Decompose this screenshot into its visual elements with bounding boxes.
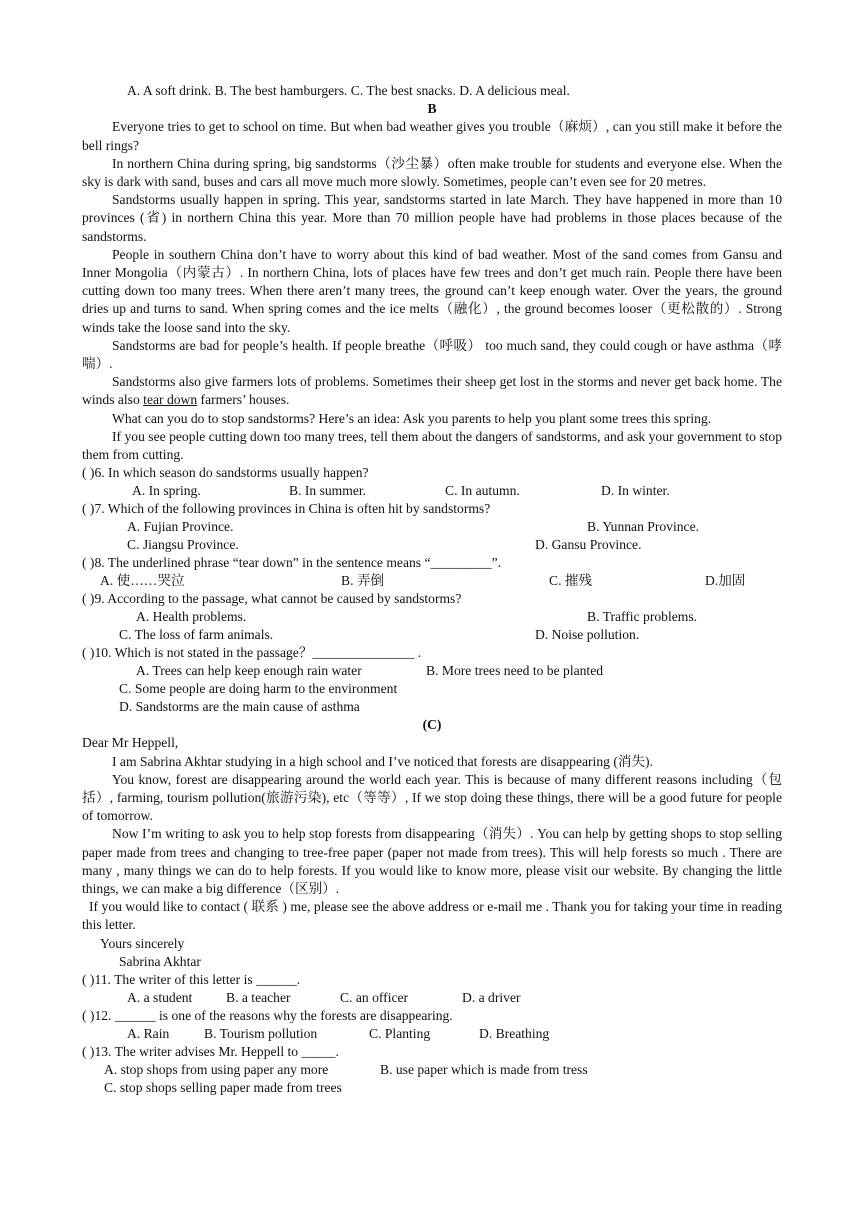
question-8 (82, 554, 782, 572)
question-9-stem: ( )9. According to the passage, what cannot be caused by sandstorms? (82, 591, 462, 607)
q10-option-d: D. Sandstorms are the main cause of asthma (119, 699, 360, 715)
question-7-stem: ( )7. Which of the following provinces in China is often hit by sandstorms? (82, 501, 491, 517)
worksheet-page (82, 82, 786, 1097)
q6-option-d: D. In winter. (601, 483, 670, 499)
question-13-options-row-2 (82, 1079, 782, 1097)
p6-post-text: farmers’ houses. (197, 392, 290, 408)
question-9-options-row-2 (82, 626, 782, 644)
passage-b-paragraph-5: Sandstorms are bad for people’s health. If people breathe（呼吸） too much sand, they could cough or have asthma（哮喘）. (82, 337, 782, 372)
q10-option-a: A. Trees can help keep enough rain water (136, 663, 362, 679)
letter-paragraph-4: If you would like to contact ( 联系 ) me, please see the above address or e-mail me . Thank you for taking your time in reading this letter. (82, 899, 786, 933)
letter-signature (82, 953, 782, 971)
question-10-option-c-row (82, 680, 782, 698)
q8-option-b: B. 弄倒 (341, 573, 385, 589)
q7-option-b: B. Yunnan Province. (587, 519, 700, 535)
question-8-stem: ( )8. The underlined phrase “tear down” in the sentence means “_________”. (82, 555, 502, 571)
question-13 (82, 1043, 782, 1061)
q7-option-a: A. Fujian Province. (127, 519, 234, 535)
q11-option-b: B. a teacher (226, 990, 291, 1006)
letter-closing (82, 935, 782, 953)
letter-paragraph-3: Now I’m writing to ask you to help stop forests from disappearing（消失）. You can help by getting shops to stop selling paper made from trees and changing to tree-free paper (paper not made from trees). This will help forests so much . There are many , many things we can do to help forests. If you would like to know more, please visit our website. By changing the little things, we can make a big difference（区别）. (82, 826, 782, 897)
q13-option-c: C. stop shops selling paper made from trees (104, 1080, 342, 1096)
q6-option-c: C. In autumn. (445, 483, 520, 499)
letter-paragraph-2: You know, forest are disappearing around the world each year. This is because of many different reasons including（包括）, farming, tourism pollution(旅游污染), etc（等等）, If we stop doing these things, there will be a good future for people of tomorrow. (82, 771, 782, 824)
letter-paragraph-1: I am Sabrina Akhtar studying in a high school and I’ve noticed that forests are disappearing (消失). (112, 753, 653, 769)
q13-option-b: B. use paper which is made from tress (380, 1062, 588, 1078)
passage-b-paragraph-3: Sandstorms usually happen in spring. This year, sandstorms started in late March. They have happened in more than 10 provinces (省) in northern China this year. More than 70 million people have had problems in those places because of the sandstorms. (82, 192, 782, 244)
q11-option-a: A. a student (127, 990, 193, 1006)
passage-b-paragraph-7: What can you do to stop sandstorms? Here’s an idea: Ask you parents to help you plant some trees this spring. (112, 410, 712, 426)
question-11-stem: ( )11. The writer of this letter is ______. (82, 972, 301, 988)
question-7 (82, 500, 782, 518)
question-6-stem: ( )6. In which season do sandstorms usually happen? (82, 465, 369, 481)
q9-option-c: C. The loss of farm animals. (119, 627, 274, 643)
q7-option-c: C. Jiangsu Province. (127, 537, 239, 553)
section-c-title: (C) (422, 717, 442, 733)
q11-option-c: C. an officer (340, 990, 409, 1006)
question-9 (82, 590, 782, 608)
question-10 (82, 644, 782, 662)
question-6-options (82, 482, 782, 500)
q10-option-c: C. Some people are doing harm to the environment (119, 681, 398, 697)
q13-option-a: A. stop shops from using paper any more (104, 1062, 329, 1078)
question-11 (82, 971, 782, 989)
signature-text: Sabrina Akhtar (119, 953, 201, 969)
question-10-option-d-row (82, 698, 782, 716)
closing-text: Yours sincerely (100, 935, 185, 951)
section-b-title: B (427, 101, 437, 117)
underlined-phrase: tear down (143, 392, 198, 408)
passage-b-paragraph-6 (82, 373, 782, 409)
question-10-options-row-1 (82, 662, 782, 680)
q9-option-b: B. Traffic problems. (587, 609, 698, 625)
q12-option-c: C. Planting (369, 1026, 431, 1042)
question-13-stem: ( )13. The writer advises Mr. Heppell to _____. (82, 1044, 339, 1060)
question-8-options (82, 572, 782, 590)
q7-option-d: D. Gansu Province. (535, 537, 642, 553)
question-13-options-row-1 (82, 1061, 782, 1079)
question-12 (82, 1007, 782, 1025)
question-10-stem: ( )10. Which is not stated in the passage？_______________ . (82, 645, 422, 661)
passage-b-paragraph-8: If you see people cutting down too many trees, tell them about the dangers of sandstorms, and ask your government to stop them from cutting. (82, 428, 782, 463)
question-7-options-row-1 (82, 518, 782, 536)
q6-option-a: A. In spring. (132, 483, 201, 499)
q11-option-d: D. a driver (462, 990, 521, 1006)
q6-option-b: B. In summer. (289, 483, 367, 499)
q12-option-d: D. Breathing (479, 1026, 550, 1042)
previous-question-options (82, 82, 782, 100)
letter-salutation: Dear Mr Heppell, (82, 735, 179, 751)
passage-b-paragraph-4: People in southern China don’t have to worry about this kind of bad weather. Most of the sand comes from Gansu and Inner Mongolia（内蒙古）. In northern China, lots of places have few trees and don’t get much rain. People there have been cutting down too many trees. When there aren’t many trees, the ground can’t keep enough water. Over the years, the ground dries up and turns to sand. When spring comes and the ice melts（融化）, the ground becomes looser（更松散的）. Strong winds take the loose sand into the sky. (82, 246, 782, 335)
question-12-options (82, 1025, 782, 1043)
passage-b-paragraph-2: In northern China during spring, big sandstorms（沙尘暴）often make trouble for students and everyone else. When the sky is dark with sand, buses and cars all move much more slowly. Sometimes, people can’t even see for 20 metres. (82, 155, 782, 189)
q8-option-c: C. 摧残 (549, 573, 593, 589)
question-12-stem: ( )12. ______ is one of the reasons why the forests are disappearing. (82, 1008, 453, 1024)
passage-b-paragraph-1: Everyone tries to get to school on time. But when bad weather gives you trouble（麻烦）, can you still make it before the bell rings? (82, 119, 782, 153)
q12-option-a: A. Rain (127, 1026, 170, 1042)
q10-option-b: B. More trees need to be planted (426, 663, 604, 679)
question-7-options-row-2 (82, 536, 782, 554)
question-6 (82, 464, 782, 482)
question-9-options-row-1 (82, 608, 782, 626)
q12-option-b: B. Tourism pollution (204, 1026, 318, 1042)
q9-option-a: A. Health problems. (136, 609, 247, 625)
q8-option-a: A. 使……哭泣 (100, 573, 185, 589)
q8-option-d: D.加固 (705, 573, 746, 589)
p6-pre-text: Sandstorms also give farmers lots of problems. Sometimes their sheep get lost in the storms and never get back home. The winds also (82, 374, 782, 408)
options-text: A. A soft drink. B. The best hamburgers. C. The best snacks. D. A delicious meal. (127, 83, 570, 98)
question-11-options (82, 989, 782, 1007)
q9-option-d: D. Noise pollution. (535, 627, 640, 643)
